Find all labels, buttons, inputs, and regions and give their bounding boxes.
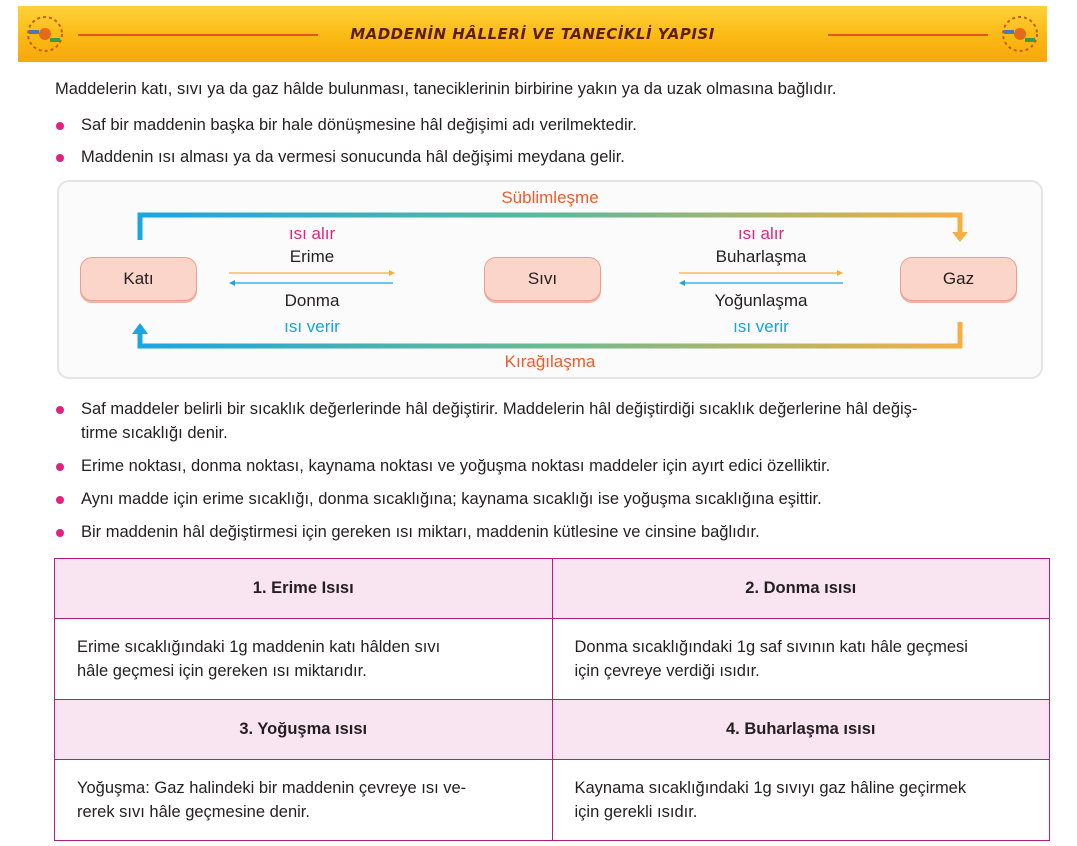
table-header-cell: 3. Yoğuşma ısısı (55, 700, 553, 760)
table-row (55, 700, 1050, 760)
bullet-icon (56, 529, 64, 537)
state-liquid: Sıvı (484, 257, 601, 301)
table-cell: Donma sıcaklığındaki 1g saf sıvının katı hâle geçmesi için çevreye verdiği ısıdır. (552, 619, 1050, 700)
freezing-label: Donma (284, 291, 340, 310)
bullet-icon (56, 463, 64, 471)
state-change-diagram (57, 180, 1043, 379)
table-row (55, 760, 1050, 841)
bullet-icon (56, 154, 64, 162)
heat-loss-label: ısı verir (284, 317, 340, 336)
page-title: MADDENİN HÂLLERİ VE TANECİKLİ YAPISI (350, 25, 715, 43)
table-header-cell: 4. Buharlaşma ısısı (552, 700, 1050, 760)
table-row (55, 619, 1050, 700)
banner-rule-right (828, 34, 988, 36)
deposition-label: Kırağılaşma (504, 352, 596, 371)
melting-label: Erime (289, 247, 335, 266)
intro-paragraph: Maddelerin katı, sıvı ya da gaz hâlde bulunması, taneciklerinin birbirine yakın ya da uzak olmasına bağlıdır. (55, 80, 837, 98)
heat-types-table (54, 558, 1050, 841)
bullet-icon (56, 122, 64, 130)
title-banner (18, 6, 1047, 62)
table-cell: Yoğuşma: Gaz halindeki bir maddenin çevreye ısı ve- rerek sıvı hâle geçmesine denir. (55, 760, 553, 841)
table-cell: Erime sıcaklığındaki 1g maddenin katı hâlden sıvı hâle geçmesi için gereken ısı miktarıdır. (55, 619, 553, 700)
heat-gain-label: ısı alır (288, 224, 336, 243)
bullet-icon (56, 406, 64, 414)
table-row (55, 559, 1050, 619)
condensation-label: Yoğunlaşma (714, 291, 808, 310)
heat-gain-label: ısı alır (737, 224, 785, 243)
arrow-head-up-icon (132, 323, 148, 334)
arrow-head-down-icon (952, 232, 968, 242)
list-item: Saf maddeler belirli bir sıcaklık değerlerinde hâl değiştirir. Maddelerin hâl değiştirdiği sıcaklık değerlerine hâl değiş- tirme sıcaklığı denir. (56, 397, 1066, 445)
science-tools-decoration-icon (999, 12, 1041, 56)
table-cell: Kaynama sıcaklığındaki 1g sıvıyı gaz hâline geçirmek için gerekli ısıdır. (552, 760, 1050, 841)
table-header-cell: 1. Erime Isısı (55, 559, 553, 619)
state-gas: Gaz (900, 257, 1017, 301)
state-solid: Katı (80, 257, 197, 301)
table-header-cell: 2. Donma ısısı (552, 559, 1050, 619)
heat-loss-label: ısı verir (733, 317, 789, 336)
evaporation-label: Buharlaşma (715, 247, 807, 266)
sublimation-label: Süblimleşme (501, 188, 599, 207)
bullet-icon (56, 496, 64, 504)
